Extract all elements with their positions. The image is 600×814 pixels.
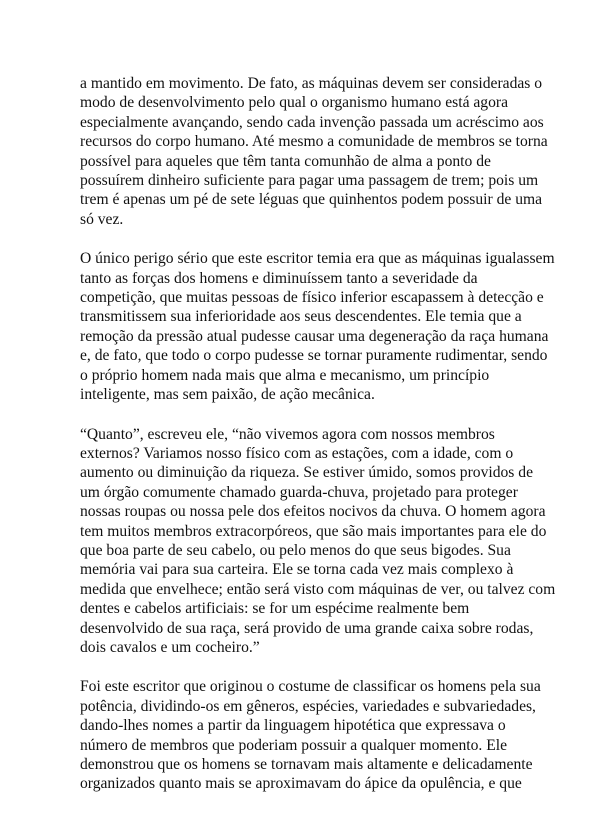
text-line: remoção da pressão atual pudesse causar uma degeneração da raça humana <box>80 327 549 345</box>
text-line: recursos do corpo humano. Até mesmo a comunidade de membros se torna <box>80 133 548 151</box>
text-line: tanto as forças dos homens e diminuíssem tanto a severidade da <box>80 269 478 287</box>
text-line: trem é apenas um pé de sete léguas que quinhentos podem possuir de uma <box>80 191 543 209</box>
text-line: um órgão comumente chamado guarda-chuva, projetado para proteger <box>80 483 518 501</box>
text-line: “Quanto”, escreveu ele, “não vivemos agora com nossos membros <box>80 425 495 443</box>
text-line: a mantido em movimento. De fato, as máquinas devem ser consideradas o <box>80 75 543 92</box>
text-line: memória vai para sua carteira. Ele se torna cada vez mais complexo à <box>80 561 514 579</box>
text-line: potência, dividindo-os em gêneros, espécies, variedades e subvariedades, <box>80 697 536 715</box>
text-line: Foi este escritor que originou o costume de classificar os homens pela sua <box>80 678 541 696</box>
text-line: desenvolvido de sua raça, será provido de uma grande caixa sobre rodas, <box>80 619 534 637</box>
text-line: dentes e cabelos artificiais: se for um espécime realmente bem <box>80 600 470 618</box>
text-line: organizados quanto mais se aproximavam do ápice da opulência, e que <box>80 775 522 793</box>
text-line: que boa parte de seu cabelo, ou pelo menos do que seus bigodes. Sua <box>80 541 511 559</box>
paragraph <box>80 425 556 658</box>
text-line: modo de desenvolvimento pelo qual o organismo humano está agora <box>80 94 509 112</box>
paragraph <box>80 74 548 229</box>
text-line: dando-lhes nomes a partir da linguagem hipotética que expressava o <box>80 717 506 735</box>
text-line: inteligente, mas sem paixão, de ação mecânica. <box>80 386 375 404</box>
text-line: competição, que muitas pessoas de físico inferior escapassem à detecção e <box>80 289 544 307</box>
paragraph <box>80 249 555 404</box>
text-line: possível para aqueles que têm tanta comunhão de alma a ponto de <box>80 152 491 170</box>
text-line: só vez. <box>80 210 124 228</box>
text-line: O único perigo sério que este escritor temia era que as máquinas igualassem <box>80 250 555 268</box>
paragraph <box>80 677 541 793</box>
text-line: e, de fato, que todo o corpo pudesse se tornar puramente rudimentar, sendo <box>80 347 548 365</box>
text-line: demonstrou que os homens se tornavam mais altamente e delicadamente <box>80 756 533 773</box>
document-page <box>80 74 556 814</box>
text-line: aumento ou diminuição da riqueza. Se estiver úmido, somos providos de <box>80 464 533 482</box>
text-line: especialmente avançando, sendo cada invenção passada um acréscimo aos <box>80 113 544 131</box>
text-line: externos? Variamos nosso físico com as estações, com a idade, com o <box>80 444 514 462</box>
text-line: dois cavalos e um cocheiro.” <box>80 638 260 656</box>
text-line: possuírem dinheiro suficiente para pagar uma passagem de trem; pois um <box>80 172 539 190</box>
text-line: número de membros que poderiam possuir a qualquer momento. Ele <box>80 736 507 754</box>
text-line: nossas roupas ou nossa pele dos efeitos nocivos da chuva. O homem agora <box>80 503 546 521</box>
text-line: medida que envelhece; então será visto com máquinas de ver, ou talvez com <box>80 580 556 598</box>
text-line: o próprio homem nada mais que alma e mecanismo, um princípio <box>80 366 490 384</box>
text-line: transmitissem sua inferioridade aos seus descendentes. Ele temia que a <box>80 308 522 326</box>
text-line: tem muitos membros extracorpóreos, que são mais importantes para ele do <box>80 522 547 540</box>
